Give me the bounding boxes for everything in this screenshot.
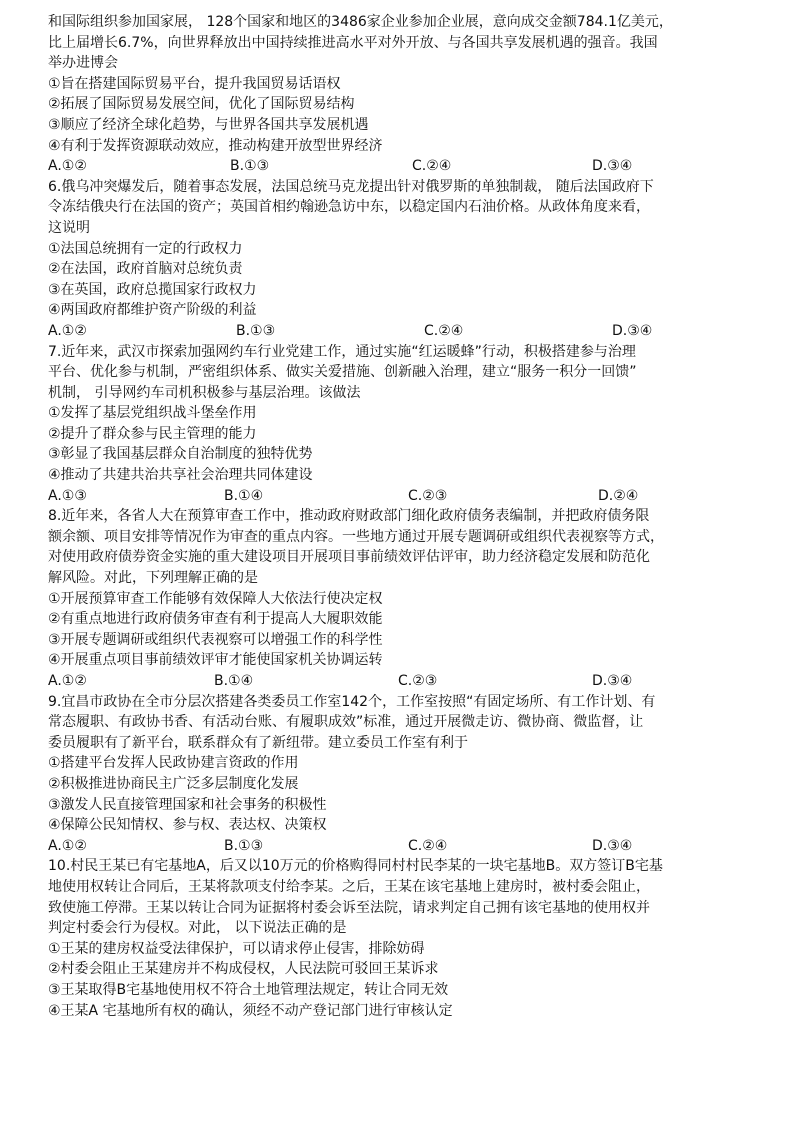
question-stem-line: 9.宜昌市政协在全市分层次搭建各类委员工作室142个，工作室按照“有固定场所、有工作计划、有 (48, 693, 656, 710)
question-7 (48, 342, 778, 507)
statement-item: ②拓展了国际贸易发展空间，优化了国际贸易结构 (48, 96, 355, 113)
statement-item: ②提升了群众参与民主管理的能力 (48, 425, 257, 442)
question-stem-line: 和国际组织参加国家展， 128个国家和地区的3486家企业参加企业展，意向成交金额784.1亿美元， (48, 14, 673, 30)
question-stem-line: 常态履职、有政协书香、有活动台账、有履职成效”标准，通过开展微走访、微协商、微监督，让 (48, 714, 644, 731)
question-10 (48, 856, 778, 1021)
option-b: B.①③ (224, 837, 264, 854)
statement-item: ②积极推进协商民主广泛多层制度化发展 (48, 775, 299, 792)
question-stem-line: 机制， 引导网约车司机积极参与基层治理。该做法 (48, 384, 361, 401)
statement-item: ③王某取得B宅基地使用权不符合土地管理法规定，转让合同无效 (48, 981, 449, 998)
option-c: C.②④ (412, 158, 452, 175)
answer-options (48, 671, 778, 692)
statement-item: ④保障公民知情权、参与权、表达权、决策权 (48, 817, 327, 834)
question-stem-line: 额余额、项目安排等情况作为审查的重点内容。一些地方通过开展专题调研或组织代表视察等方式， (48, 528, 664, 545)
answer-options (48, 486, 778, 507)
option-d: D.③④ (592, 837, 633, 854)
answer-options (48, 836, 778, 857)
statement-item: ③彰显了我国基层群众自治制度的独特优势 (48, 446, 313, 463)
option-d: D.③④ (592, 673, 633, 689)
question-6 (48, 177, 778, 342)
question-stem-line: 平台、优化参与机制，严密组织体系、做实关爱措施、创新融入治理，建立“服务一积分一回馈” (48, 364, 637, 381)
statement-item: ②有重点地进行政府债务审查有利于提高人大履职效能 (48, 611, 383, 628)
question-stem-line: 8.近年来，各省人大在预算审查工作中，推动政府财政部门细化政府债务表编制，并把政府债务限 (48, 508, 650, 525)
option-a: A.①③ (48, 487, 87, 504)
question-stem-line: 判定村委会行为侵权。对此， 以下说法正确的是 (48, 920, 347, 937)
option-a: A.①② (48, 322, 87, 339)
question-5 (48, 12, 778, 177)
question-8 (48, 506, 778, 691)
answer-options (48, 321, 778, 342)
statement-item: ③在英国，政府总揽国家行政权力 (48, 281, 257, 298)
option-a: A.①② (48, 837, 87, 854)
option-b: B.①③ (236, 322, 276, 339)
statement-item: ①发挥了基层党组织战斗堡垒作用 (48, 405, 257, 422)
question-stem-line: 地使用权转让合同后，王某将款项支付给李某。之后，王某在该宅基地上建房时，被村委会阻止， (48, 878, 650, 895)
statement-item: ③激发人民直接管理国家和社会事务的积极性 (48, 796, 327, 813)
option-a: A.①② (48, 673, 87, 689)
statement-item: ①搭建平台发挥人民政协建言资政的作用 (48, 755, 299, 772)
option-c: C.②④ (424, 322, 464, 339)
statement-item: ②村委会阻止王某建房并不构成侵权，人民法院可驳回王某诉求 (48, 961, 439, 978)
statement-item: ④王某A 宅基地所有权的确认，须经不动产登记部门进行审核认定 (48, 1002, 453, 1019)
statement-item: ④开展重点项目事前绩效评审才能使国家机关协调运转 (48, 652, 383, 669)
option-b: B.①④ (224, 487, 264, 504)
statement-item: ①法国总统拥有一定的行政权力 (48, 240, 243, 257)
statement-item: ④有利于发挥资源联动效应，推动构建开放型世界经济 (48, 137, 383, 154)
question-stem-line: 致使施工停滞。王某以转让合同为证据将村委会诉至法院，请求判定自己拥有该宅基地的使用权并 (48, 899, 650, 916)
question-stem-line: 7.近年来，武汉市探索加强网约车行业党建工作，通过实施“红运暖蜂”行动，积极搭建参与治理 (48, 343, 636, 360)
statement-item: ①王某的建房权益受法律保护，可以请求停止侵害，排除妨碍 (48, 940, 425, 957)
statement-item: ①旨在搭建国际贸易平台，提升我国贸易话语权 (48, 75, 341, 92)
question-stem-line: 这说明 (48, 219, 90, 236)
question-stem-line: 解风险。对此，下列理解正确的是 (48, 570, 258, 587)
option-d: D.③④ (612, 322, 653, 339)
exam-page (48, 12, 778, 1021)
question-stem-line: 6.俄乌冲突爆发后，随着事态发展，法国总统马克龙提出针对俄罗斯的单独制裁， 随后法国政府下 (48, 178, 654, 195)
statement-item: ①开展预算审查工作能够有效保障人大依法行使决定权 (48, 590, 383, 607)
option-a: A.①② (48, 158, 87, 175)
option-c: C.②③ (408, 487, 448, 504)
question-stem-line: 10.村民王某已有宅基地A，后又以10万元的价格购得同村村民李某的一块宅基地B。双方签订B宅基 (48, 858, 663, 875)
question-stem-line: 委员履职有了新平台，联系群众有了新纽带。建立委员工作室有利于 (48, 734, 468, 751)
question-stem-line: 举办进博会 (48, 55, 118, 72)
statement-item: ④两国政府都维护资产阶级的利益 (48, 302, 257, 319)
option-c: C.②④ (408, 837, 448, 854)
option-b: B.①③ (230, 158, 270, 175)
question-9 (48, 692, 778, 857)
statement-item: ④推动了共建共治共享社会治理共同体建设 (48, 467, 313, 484)
statement-item: ③顺应了经济全球化趋势，与世界各国共享发展机遇 (48, 116, 369, 133)
option-d: D.②④ (598, 487, 639, 504)
statement-item: ③开展专题调研或组织代表视察可以增强工作的科学性 (48, 631, 383, 648)
option-b: B.①④ (214, 673, 254, 689)
statement-item: ②在法国，政府首脑对总统负责 (48, 261, 243, 278)
question-stem-line: 令冻结俄央行在法国的资产；英国首相约翰逊急访中东，以稳定国内石油价格。从政体角度来看， (48, 199, 650, 216)
option-d: D.③④ (592, 158, 633, 175)
question-stem-line: 比上届增长6.7%，向世界释放出中国持续推进高水平对外开放、与各国共享发展机遇的强音。我国 (48, 34, 658, 51)
answer-options (48, 156, 778, 177)
option-c: C.②③ (398, 673, 438, 689)
question-stem-line: 对使用政府债券资金实施的重大建设项目开展项目事前绩效评估评审，助力经济稳定发展和防范化 (48, 549, 650, 566)
